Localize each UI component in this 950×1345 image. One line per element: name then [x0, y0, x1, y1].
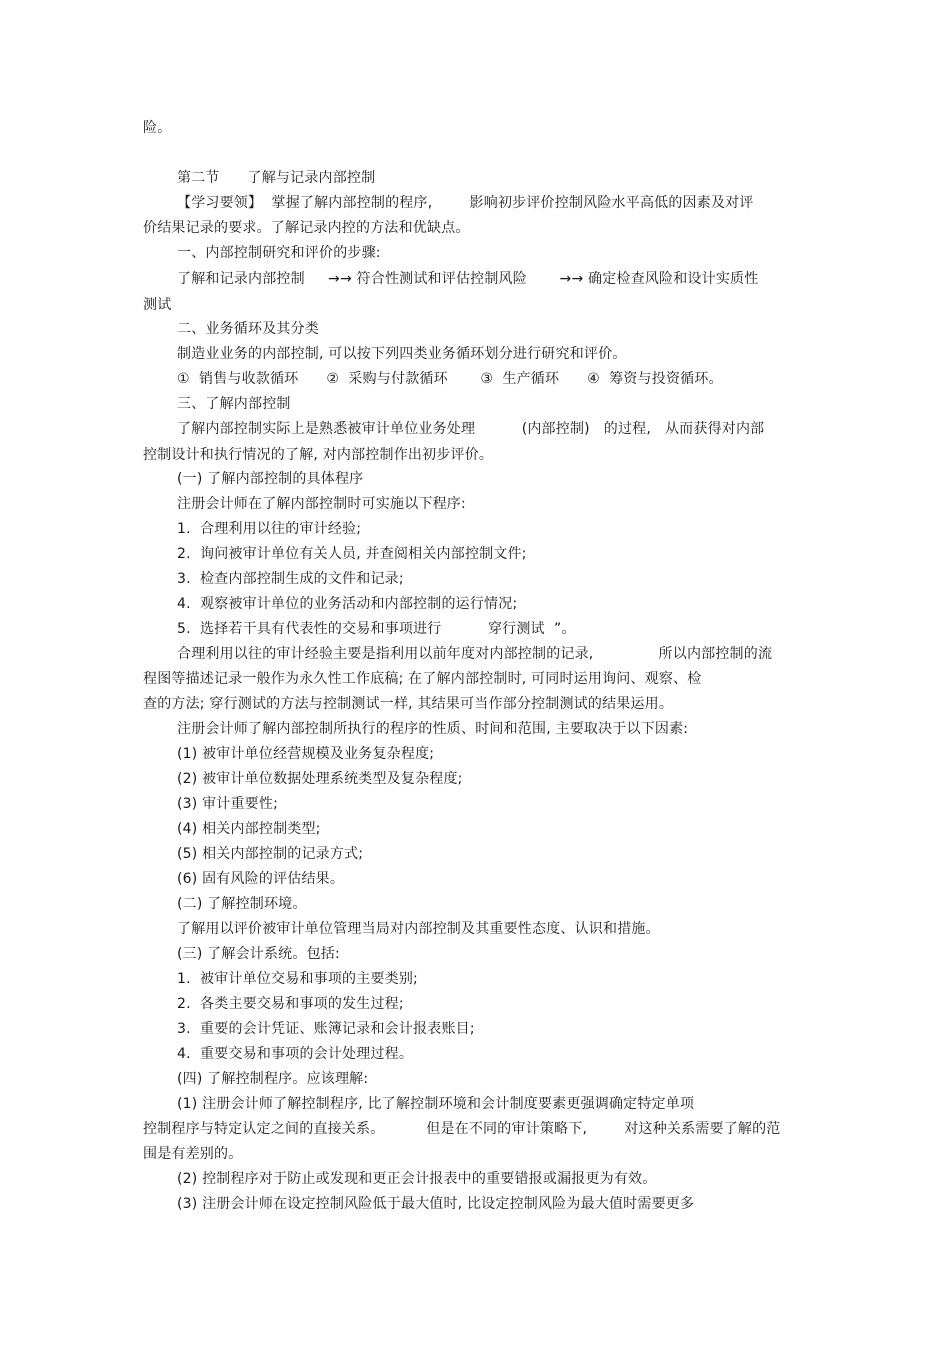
text-line: 了解内部控制实际上是熟悉被审计单位业务处理 (内部控制) 的过程, 从而获得对内部 [177, 421, 765, 437]
text-line: 险。 [143, 120, 172, 136]
list-item: 3. 重要的会计凭证、账簿记录和会计报表账目; [177, 1021, 475, 1037]
text-line: (二) 了解控制环境。 [177, 896, 307, 912]
text-line: 注册会计师了解内部控制所执行的程序的性质、时间和范围, 主要取决于以下因素: [177, 721, 689, 737]
text-line: (四) 了解控制程序。应该理解: [177, 1071, 369, 1087]
text-line: 了解和记录内部控制 →→ 符合性测试和评估控制风险 →→ 确定检查风险和设计实质性 [177, 271, 759, 287]
list-item: (3) 审计重要性; [177, 796, 278, 812]
section-heading: 第二节 了解与记录内部控制 [177, 170, 376, 186]
list-item: (5) 相关内部控制的记录方式; [177, 846, 364, 862]
list-item: 1. 被审计单位交易和事项的主要类别; [177, 971, 418, 987]
text-line: 制造业业务的内部控制, 可以按下列四类业务循环划分进行研究和评价。 [177, 346, 627, 362]
text-line: ① 销售与收款循环 ② 采购与付款循环 ③ 生产循环 ④ 筹资与投资循环。 [177, 371, 723, 387]
list-item: 4. 观察被审计单位的业务活动和内部控制的运行情况; [177, 596, 518, 612]
list-item: (1) 被审计单位经营规模及业务复杂程度; [177, 746, 435, 762]
list-item: 4. 重要交易和事项的会计处理过程。 [177, 1046, 414, 1062]
text-line: 价结果记录的要求。了解记录内控的方法和优缺点。 [143, 220, 470, 236]
list-item: (4) 相关内部控制类型; [177, 821, 321, 837]
text-line: 围是有差别的。 [143, 1146, 243, 1162]
list-item: 3. 检查内部控制生成的文件和记录; [177, 571, 404, 587]
text-line: (3) 注册会计师在设定控制风险低于最大值时, 比设定控制风险为最大值时需要更多 [177, 1196, 695, 1212]
text-line: 控制设计和执行情况的了解, 对内部控制作出初步评价。 [143, 447, 494, 463]
text-line: 控制程序与特定认定之间的直接关系。 但是在不同的审计策略下, 对这种关系需要了解的范 [143, 1121, 781, 1137]
text-line: 测试 [143, 297, 172, 313]
list-item: (2) 被审计单位数据处理系统类型及复杂程度; [177, 771, 463, 787]
text-line: 三、了解内部控制 [177, 396, 291, 412]
text-line: 了解用以评价被审计单位管理当局对内部控制及其重要性态度、认识和措施。 [177, 921, 660, 937]
text-line: 二、业务循环及其分类 [177, 321, 319, 337]
text-line: 一、内部控制研究和评价的步骤: [177, 245, 381, 261]
text-line: (2) 控制程序对于防止或发现和更正会计报表中的重要错报或漏报更为有效。 [177, 1171, 657, 1187]
list-item: 1. 合理利用以往的审计经验; [177, 521, 362, 537]
text-line: 程图等描述记录一般作为永久性工作底稿; 在了解内部控制时, 可同时运用询问、观察、检 [143, 671, 702, 687]
text-line: 【学习要领】 掌握了解内部控制的程序, 影响初步评价控制风险水平高低的因素及对评 [177, 195, 754, 211]
text-line: (一) 了解内部控制的具体程序 [177, 471, 364, 487]
text-line: 注册会计师在了解内部控制时可实施以下程序: [177, 496, 466, 512]
list-item: 5. 选择若干具有代表性的交易和事项进行 穿行测试 ”。 [177, 621, 576, 637]
list-item: (6) 固有风险的评估结果。 [177, 871, 345, 887]
text-line: 查的方法; 穿行测试的方法与控制测试一样, 其结果可当作部分控制测试的结果运用。 [143, 696, 674, 712]
text-line: (三) 了解会计系统。包括: [177, 946, 340, 962]
text-line: 合理利用以往的审计经验主要是指利用以前年度对内部控制的记录, 所以内部控制的流 [177, 646, 773, 662]
list-item: 2. 各类主要交易和事项的发生过程; [177, 996, 404, 1012]
list-item: 2. 询问被审计单位有关人员, 并查阅相关内部控制文件; [177, 546, 527, 562]
text-line: (1) 注册会计师了解控制程序, 比了解控制环境和会计制度要素更强调确定特定单项 [177, 1096, 695, 1112]
